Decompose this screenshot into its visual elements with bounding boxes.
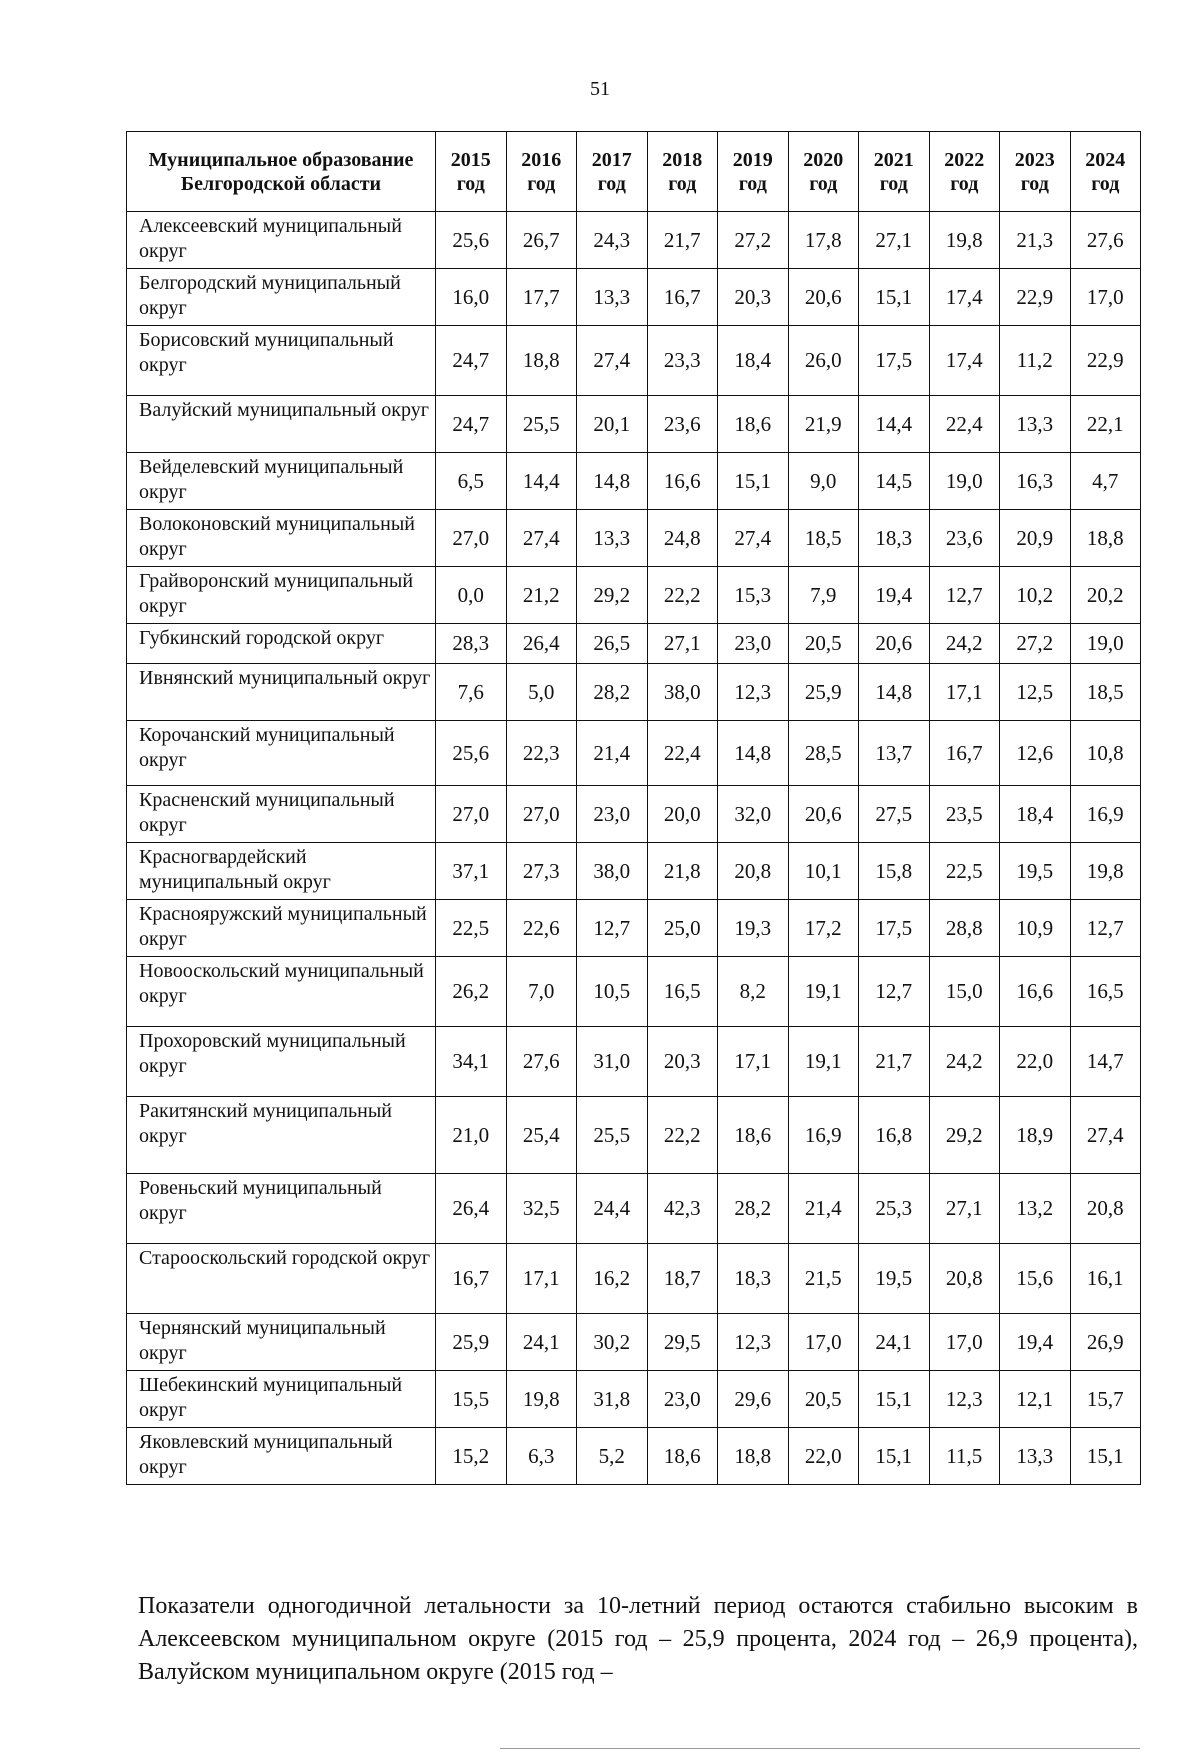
year-unit: год — [950, 172, 979, 195]
value-cell: 9,0 — [788, 453, 859, 510]
value-cell: 19,4 — [859, 567, 930, 624]
value-cell: 11,5 — [929, 1428, 1000, 1485]
value-cell: 24,2 — [929, 624, 1000, 664]
table-header-row — [127, 132, 1141, 212]
table-row — [127, 269, 1141, 326]
value-cell: 16,5 — [647, 957, 718, 1027]
value-cell: 29,5 — [647, 1314, 718, 1371]
value-cell: 32,5 — [506, 1174, 577, 1244]
header-year — [577, 132, 648, 212]
value-cell: 0,0 — [436, 567, 507, 624]
value-cell: 12,7 — [929, 567, 1000, 624]
year-unit: год — [597, 172, 626, 195]
value-cell: 15,1 — [718, 453, 789, 510]
value-cell: 22,4 — [647, 721, 718, 786]
value-cell: 23,0 — [577, 786, 648, 843]
value-cell: 25,6 — [436, 721, 507, 786]
value-cell: 21,4 — [577, 721, 648, 786]
year-unit: год — [527, 172, 556, 195]
value-cell: 24,3 — [577, 212, 648, 269]
value-cell: 15,5 — [436, 1371, 507, 1428]
value-cell: 15,0 — [929, 957, 1000, 1027]
value-cell: 21,3 — [1000, 212, 1071, 269]
value-cell: 18,3 — [859, 510, 930, 567]
value-cell: 22,5 — [929, 843, 1000, 900]
value-cell: 16,1 — [1070, 1244, 1141, 1314]
value-cell: 18,8 — [718, 1428, 789, 1485]
value-cell: 32,0 — [718, 786, 789, 843]
municipality-name: Старооскольский городской округ — [127, 1244, 436, 1314]
value-cell: 20,3 — [647, 1027, 718, 1097]
header-year — [1070, 132, 1141, 212]
municipality-name: Ракитянский муниципальный округ — [127, 1097, 436, 1174]
value-cell: 17,5 — [859, 326, 930, 396]
value-cell: 16,6 — [1000, 957, 1071, 1027]
value-cell: 18,9 — [1000, 1097, 1071, 1174]
municipality-name: Ивнянский муниципальный округ — [127, 664, 436, 721]
municipality-name: Новооскольский муниципальный округ — [127, 957, 436, 1027]
value-cell: 18,6 — [647, 1428, 718, 1485]
year-label: 2023 — [1014, 148, 1055, 171]
value-cell: 23,0 — [647, 1371, 718, 1428]
municipality-name: Яковлевский муниципальный округ — [127, 1428, 436, 1485]
value-cell: 37,1 — [436, 843, 507, 900]
value-cell: 23,5 — [929, 786, 1000, 843]
value-cell: 27,1 — [929, 1174, 1000, 1244]
value-cell: 15,1 — [859, 269, 930, 326]
value-cell: 31,0 — [577, 1027, 648, 1097]
value-cell: 20,8 — [1070, 1174, 1141, 1244]
municipality-name: Чернянский муниципальный округ — [127, 1314, 436, 1371]
value-cell: 14,5 — [859, 453, 930, 510]
value-cell: 27,1 — [859, 212, 930, 269]
municipality-name: Валуйский муниципальный округ — [127, 396, 436, 453]
value-cell: 19,8 — [1070, 843, 1141, 900]
value-cell: 20,1 — [577, 396, 648, 453]
value-cell: 22,1 — [1070, 396, 1141, 453]
municipality-name: Ровеньский муниципальный округ — [127, 1174, 436, 1244]
table-row — [127, 326, 1141, 396]
value-cell: 38,0 — [577, 843, 648, 900]
header-year — [506, 132, 577, 212]
value-cell: 8,2 — [718, 957, 789, 1027]
value-cell: 27,6 — [1070, 212, 1141, 269]
value-cell: 13,3 — [1000, 396, 1071, 453]
value-cell: 19,0 — [1070, 624, 1141, 664]
value-cell: 20,2 — [1070, 567, 1141, 624]
value-cell: 7,6 — [436, 664, 507, 721]
value-cell: 15,1 — [859, 1371, 930, 1428]
value-cell: 28,2 — [577, 664, 648, 721]
header-year — [929, 132, 1000, 212]
mortality-table — [126, 131, 1141, 1485]
value-cell: 17,1 — [506, 1244, 577, 1314]
value-cell: 16,8 — [859, 1097, 930, 1174]
value-cell: 12,7 — [1070, 900, 1141, 957]
value-cell: 14,4 — [859, 396, 930, 453]
table-row — [127, 453, 1141, 510]
table-row — [127, 786, 1141, 843]
value-cell: 25,4 — [506, 1097, 577, 1174]
value-cell: 12,3 — [929, 1371, 1000, 1428]
value-cell: 24,1 — [506, 1314, 577, 1371]
value-cell: 16,9 — [1070, 786, 1141, 843]
table-row — [127, 1371, 1141, 1428]
value-cell: 25,5 — [506, 396, 577, 453]
value-cell: 14,8 — [718, 721, 789, 786]
value-cell: 26,2 — [436, 957, 507, 1027]
value-cell: 21,2 — [506, 567, 577, 624]
value-cell: 19,4 — [1000, 1314, 1071, 1371]
value-cell: 28,2 — [718, 1174, 789, 1244]
value-cell: 15,6 — [1000, 1244, 1071, 1314]
value-cell: 19,3 — [718, 900, 789, 957]
value-cell: 20,6 — [788, 269, 859, 326]
municipality-name: Шебекинский муниципальный округ — [127, 1371, 436, 1428]
municipality-name: Красногвардейский муниципальный округ — [127, 843, 436, 900]
value-cell: 13,2 — [1000, 1174, 1071, 1244]
municipality-name: Губкинский городской округ — [127, 624, 436, 664]
year-unit: год — [738, 172, 767, 195]
table-row — [127, 1244, 1141, 1314]
value-cell: 14,7 — [1070, 1027, 1141, 1097]
value-cell: 14,4 — [506, 453, 577, 510]
value-cell: 16,9 — [788, 1097, 859, 1174]
value-cell: 16,2 — [577, 1244, 648, 1314]
value-cell: 23,6 — [929, 510, 1000, 567]
value-cell: 22,0 — [788, 1428, 859, 1485]
value-cell: 19,5 — [1000, 843, 1071, 900]
value-cell: 19,5 — [859, 1244, 930, 1314]
value-cell: 24,2 — [929, 1027, 1000, 1097]
table-row — [127, 212, 1141, 269]
year-unit: год — [1091, 172, 1120, 195]
table-row — [127, 957, 1141, 1027]
value-cell: 5,2 — [577, 1428, 648, 1485]
value-cell: 27,3 — [506, 843, 577, 900]
header-municipality: Муниципальное образование Белгородской области — [127, 132, 436, 212]
year-unit: год — [668, 172, 697, 195]
year-label: 2017 — [591, 148, 632, 171]
value-cell: 10,1 — [788, 843, 859, 900]
value-cell: 27,1 — [647, 624, 718, 664]
value-cell: 26,9 — [1070, 1314, 1141, 1371]
value-cell: 15,1 — [859, 1428, 930, 1485]
value-cell: 21,7 — [859, 1027, 930, 1097]
value-cell: 17,1 — [929, 664, 1000, 721]
value-cell: 25,3 — [859, 1174, 930, 1244]
value-cell: 16,3 — [1000, 453, 1071, 510]
value-cell: 22,9 — [1000, 269, 1071, 326]
value-cell: 12,3 — [718, 664, 789, 721]
table-row — [127, 1174, 1141, 1244]
header-year — [859, 132, 930, 212]
value-cell: 18,8 — [1070, 510, 1141, 567]
value-cell: 28,3 — [436, 624, 507, 664]
table-row — [127, 1428, 1141, 1485]
value-cell: 27,0 — [436, 786, 507, 843]
value-cell: 25,9 — [436, 1314, 507, 1371]
value-cell: 18,7 — [647, 1244, 718, 1314]
value-cell: 10,8 — [1070, 721, 1141, 786]
year-label: 2016 — [521, 148, 562, 171]
table-row — [127, 624, 1141, 664]
value-cell: 24,4 — [577, 1174, 648, 1244]
value-cell: 27,0 — [436, 510, 507, 567]
value-cell: 13,7 — [859, 721, 930, 786]
value-cell: 25,9 — [788, 664, 859, 721]
value-cell: 24,1 — [859, 1314, 930, 1371]
value-cell: 15,8 — [859, 843, 930, 900]
value-cell: 10,9 — [1000, 900, 1071, 957]
year-label: 2019 — [732, 148, 773, 171]
value-cell: 11,2 — [1000, 326, 1071, 396]
value-cell: 13,3 — [577, 269, 648, 326]
value-cell: 10,2 — [1000, 567, 1071, 624]
table-row — [127, 721, 1141, 786]
value-cell: 6,3 — [506, 1428, 577, 1485]
value-cell: 16,7 — [436, 1244, 507, 1314]
year-label: 2015 — [450, 148, 491, 171]
header-year — [436, 132, 507, 212]
value-cell: 21,4 — [788, 1174, 859, 1244]
municipality-name: Прохоровский муниципальный округ — [127, 1027, 436, 1097]
value-cell: 19,8 — [506, 1371, 577, 1428]
value-cell: 17,8 — [788, 212, 859, 269]
value-cell: 15,7 — [1070, 1371, 1141, 1428]
value-cell: 18,4 — [718, 326, 789, 396]
municipality-name: Борисовский муниципальный округ — [127, 326, 436, 396]
value-cell: 20,5 — [788, 624, 859, 664]
table-row — [127, 1027, 1141, 1097]
year-unit: год — [456, 172, 485, 195]
value-cell: 12,6 — [1000, 721, 1071, 786]
header-year — [718, 132, 789, 212]
year-label: 2022 — [944, 148, 985, 171]
value-cell: 13,3 — [1000, 1428, 1071, 1485]
table-row — [127, 567, 1141, 624]
year-unit: год — [809, 172, 838, 195]
year-label: 2024 — [1085, 148, 1126, 171]
year-unit: год — [879, 172, 908, 195]
value-cell: 16,0 — [436, 269, 507, 326]
value-cell: 21,8 — [647, 843, 718, 900]
value-cell: 22,4 — [929, 396, 1000, 453]
value-cell: 17,4 — [929, 326, 1000, 396]
table-body — [127, 212, 1141, 1485]
table-row — [127, 664, 1141, 721]
value-cell: 15,1 — [1070, 1428, 1141, 1485]
value-cell: 22,2 — [647, 567, 718, 624]
value-cell: 17,2 — [788, 900, 859, 957]
page-number: 51 — [590, 78, 610, 100]
value-cell: 24,8 — [647, 510, 718, 567]
value-cell: 22,6 — [506, 900, 577, 957]
value-cell: 17,5 — [859, 900, 930, 957]
value-cell: 27,6 — [506, 1027, 577, 1097]
value-cell: 28,8 — [929, 900, 1000, 957]
value-cell: 20,9 — [1000, 510, 1071, 567]
value-cell: 22,9 — [1070, 326, 1141, 396]
value-cell: 26,0 — [788, 326, 859, 396]
value-cell: 12,1 — [1000, 1371, 1071, 1428]
year-unit: год — [1020, 172, 1049, 195]
value-cell: 29,6 — [718, 1371, 789, 1428]
municipality-name: Волоконовский муниципальный округ — [127, 510, 436, 567]
value-cell: 29,2 — [577, 567, 648, 624]
value-cell: 20,6 — [859, 624, 930, 664]
value-cell: 20,8 — [929, 1244, 1000, 1314]
value-cell: 20,5 — [788, 1371, 859, 1428]
value-cell: 18,3 — [718, 1244, 789, 1314]
value-cell: 15,2 — [436, 1428, 507, 1485]
value-cell: 18,8 — [506, 326, 577, 396]
table-row — [127, 1097, 1141, 1174]
value-cell: 17,1 — [718, 1027, 789, 1097]
value-cell: 17,0 — [1070, 269, 1141, 326]
value-cell: 23,6 — [647, 396, 718, 453]
value-cell: 14,8 — [859, 664, 930, 721]
value-cell: 27,4 — [577, 326, 648, 396]
value-cell: 25,5 — [577, 1097, 648, 1174]
value-cell: 18,5 — [1070, 664, 1141, 721]
value-cell: 23,0 — [718, 624, 789, 664]
value-cell: 27,2 — [718, 212, 789, 269]
value-cell: 19,1 — [788, 1027, 859, 1097]
footer-divider — [500, 1748, 1140, 1749]
value-cell: 27,4 — [506, 510, 577, 567]
value-cell: 24,7 — [436, 326, 507, 396]
value-cell: 23,3 — [647, 326, 718, 396]
value-cell: 21,7 — [647, 212, 718, 269]
value-cell: 26,4 — [506, 624, 577, 664]
value-cell: 17,7 — [506, 269, 577, 326]
table-row — [127, 510, 1141, 567]
value-cell: 26,5 — [577, 624, 648, 664]
value-cell: 6,5 — [436, 453, 507, 510]
municipality-name: Алексеевский муниципальный округ — [127, 212, 436, 269]
value-cell: 18,4 — [1000, 786, 1071, 843]
value-cell: 16,6 — [647, 453, 718, 510]
value-cell: 20,3 — [718, 269, 789, 326]
value-cell: 18,5 — [788, 510, 859, 567]
value-cell: 15,3 — [718, 567, 789, 624]
value-cell: 12,3 — [718, 1314, 789, 1371]
value-cell: 7,0 — [506, 957, 577, 1027]
header-year — [1000, 132, 1071, 212]
value-cell: 26,7 — [506, 212, 577, 269]
value-cell: 22,3 — [506, 721, 577, 786]
value-cell: 22,0 — [1000, 1027, 1071, 1097]
value-cell: 16,5 — [1070, 957, 1141, 1027]
value-cell: 20,8 — [718, 843, 789, 900]
value-cell: 17,0 — [788, 1314, 859, 1371]
value-cell: 21,0 — [436, 1097, 507, 1174]
value-cell: 34,1 — [436, 1027, 507, 1097]
value-cell: 20,6 — [788, 786, 859, 843]
value-cell: 7,9 — [788, 567, 859, 624]
table-row — [127, 843, 1141, 900]
table-row — [127, 396, 1141, 453]
header-year — [647, 132, 718, 212]
value-cell: 20,0 — [647, 786, 718, 843]
value-cell: 25,0 — [647, 900, 718, 957]
value-cell: 17,4 — [929, 269, 1000, 326]
value-cell: 27,5 — [859, 786, 930, 843]
value-cell: 24,7 — [436, 396, 507, 453]
value-cell: 29,2 — [929, 1097, 1000, 1174]
value-cell: 16,7 — [929, 721, 1000, 786]
municipality-name: Грайворонский муниципальный округ — [127, 567, 436, 624]
value-cell: 12,7 — [859, 957, 930, 1027]
header-year — [788, 132, 859, 212]
body-paragraph: Показатели одногодичной летальности за 10-летний период остаются стабильно высоким в Алексеевском муниципальном округе (2015 год – 25,9 процента, 2024 год – 26,9 процента), Валуйском муниципальном округе (2015 год – — [138, 1593, 1138, 1685]
value-cell: 31,8 — [577, 1371, 648, 1428]
value-cell: 18,6 — [718, 1097, 789, 1174]
year-label: 2018 — [662, 148, 703, 171]
value-cell: 19,1 — [788, 957, 859, 1027]
value-cell: 26,4 — [436, 1174, 507, 1244]
value-cell: 19,0 — [929, 453, 1000, 510]
value-cell: 30,2 — [577, 1314, 648, 1371]
value-cell: 21,9 — [788, 396, 859, 453]
value-cell: 12,5 — [1000, 664, 1071, 721]
municipality-name: Белгородский муниципальный округ — [127, 269, 436, 326]
value-cell: 4,7 — [1070, 453, 1141, 510]
value-cell: 27,0 — [506, 786, 577, 843]
municipality-name: Краснояружский муниципальный округ — [127, 900, 436, 957]
table-row — [127, 900, 1141, 957]
year-label: 2020 — [803, 148, 844, 171]
table-row — [127, 1314, 1141, 1371]
value-cell: 27,4 — [718, 510, 789, 567]
value-cell: 10,5 — [577, 957, 648, 1027]
value-cell: 27,4 — [1070, 1097, 1141, 1174]
value-cell: 21,5 — [788, 1244, 859, 1314]
value-cell: 14,8 — [577, 453, 648, 510]
value-cell: 38,0 — [647, 664, 718, 721]
municipality-name: Корочанский муниципальный округ — [127, 721, 436, 786]
value-cell: 18,6 — [718, 396, 789, 453]
value-cell: 19,8 — [929, 212, 1000, 269]
value-cell: 22,2 — [647, 1097, 718, 1174]
value-cell: 42,3 — [647, 1174, 718, 1244]
value-cell: 22,5 — [436, 900, 507, 957]
value-cell: 16,7 — [647, 269, 718, 326]
municipality-name: Вейделевский муниципальный округ — [127, 453, 436, 510]
value-cell: 5,0 — [506, 664, 577, 721]
value-cell: 27,2 — [1000, 624, 1071, 664]
value-cell: 13,3 — [577, 510, 648, 567]
value-cell: 12,7 — [577, 900, 648, 957]
value-cell: 28,5 — [788, 721, 859, 786]
year-label: 2021 — [873, 148, 914, 171]
value-cell: 25,6 — [436, 212, 507, 269]
value-cell: 17,0 — [929, 1314, 1000, 1371]
municipality-name: Красненский муниципальный округ — [127, 786, 436, 843]
